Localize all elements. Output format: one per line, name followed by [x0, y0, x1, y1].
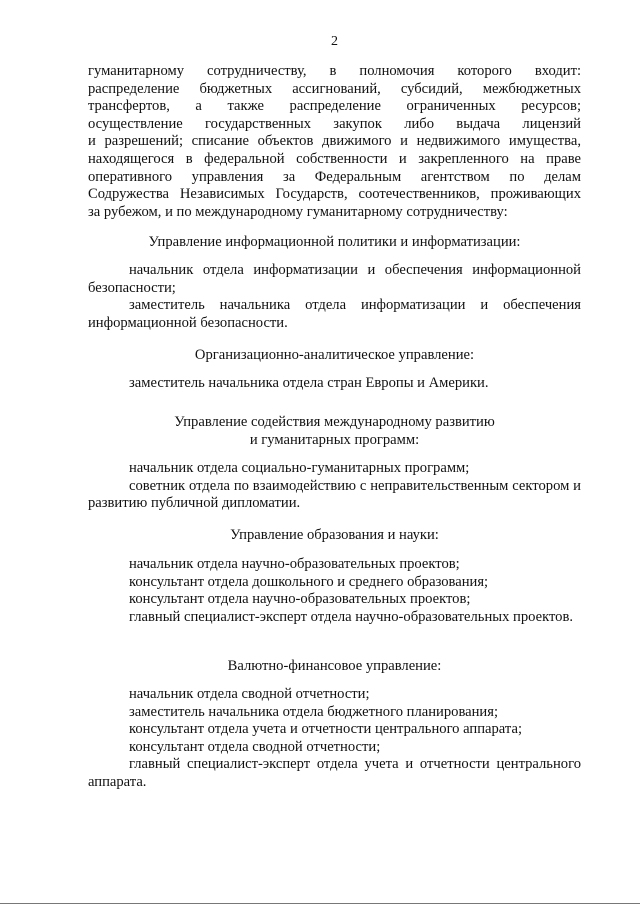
- position-item: консультант отдела дошкольного и среднего образования;: [129, 573, 489, 590]
- intro-line: оперативного управления за Федеральным агентством по делам: [88, 168, 581, 185]
- section-heading-line: Валютно-финансовое управление:: [227, 658, 442, 674]
- intro-line: находящегося в федеральной собственности и закрепленного на праве: [88, 150, 581, 167]
- section-items: [88, 375, 581, 393]
- page-number: 2: [331, 34, 338, 49]
- scan-edge-line: [0, 903, 640, 904]
- section-heading-line: Управление содействия международному развитию: [174, 414, 495, 430]
- position-item: советник отдела по взаимодействию с неправительственным сектором и развитию публичной дипломатии.: [88, 477, 581, 512]
- position-item: начальник отдела информатизации и обеспечения информационной безопасности;: [88, 262, 581, 296]
- position-item: консультант отдела научно-образовательных проектов;: [129, 591, 471, 608]
- intro-line: и разрешений; списание объектов движимого и недвижимого имущества,: [88, 133, 581, 150]
- section-heading-line: Управление информационной политики и информатизации:: [148, 234, 521, 250]
- intro-line: осуществление государственных закупок либо выдача лицензий: [88, 115, 581, 132]
- intro-line: трансфертов, а также распределение ограниченных ресурсов;: [88, 98, 581, 115]
- position-item: заместитель начальника отдела бюджетного планирования;: [129, 703, 499, 720]
- position-item: начальник отдела научно-образовательных проектов;: [129, 556, 460, 572]
- intro-paragraph: [88, 63, 581, 221]
- section-heading-line: Организационно-аналитическое управление:: [194, 347, 475, 363]
- section-heading: [88, 234, 581, 252]
- position-item: консультант отдела учета и отчетности центрального аппарата;: [129, 721, 522, 738]
- intro-line: гуманитарному сотрудничеству, в полномочия которого входит:: [88, 63, 581, 79]
- section-heading: [88, 527, 581, 545]
- section-heading-line: и гуманитарных программ:: [249, 431, 420, 448]
- section-heading: [88, 347, 581, 365]
- section-items: [88, 262, 581, 332]
- section-heading: [88, 414, 581, 449]
- position-item: начальник отдела социально-гуманитарных программ;: [129, 460, 470, 476]
- position-item: заместитель начальника отдела стран Европы и Америки.: [129, 375, 489, 391]
- section-items: [88, 686, 581, 792]
- section-items: [88, 460, 581, 513]
- section-heading: [88, 658, 581, 676]
- position-item: консультант отдела сводной отчетности;: [129, 738, 381, 755]
- section-items: [88, 556, 581, 626]
- intro-line: за рубежом, и по международному гуманитарному сотрудничеству:: [88, 203, 508, 220]
- section-heading-line: Управление образования и науки:: [230, 527, 439, 543]
- position-item: начальник отдела сводной отчетности;: [129, 686, 370, 702]
- intro-line: Содружества Независимых Государств, соотечественников, проживающих: [88, 186, 581, 203]
- position-item: заместитель начальника отдела информатизации и обеспечения информационной безопасности.: [88, 297, 581, 331]
- intro-line: распределение бюджетных ассигнований, субсидий, межбюджетных: [88, 80, 581, 97]
- position-item: главный специалист-эксперт отдела научно-образовательных проектов.: [129, 608, 574, 625]
- position-item: главный специалист-эксперт отдела учета и отчетности центрального аппарата.: [88, 756, 581, 790]
